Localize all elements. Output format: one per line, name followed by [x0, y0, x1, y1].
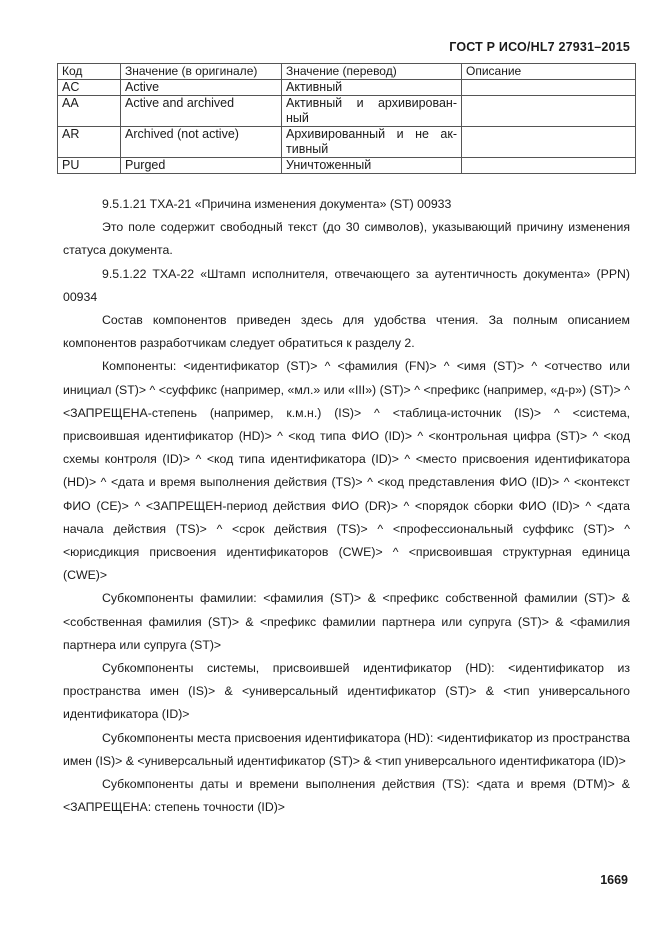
- body-text: [63, 193, 630, 819]
- code-cell: AC: [58, 80, 121, 96]
- column-header: Код: [58, 64, 121, 80]
- table-row: [58, 127, 636, 158]
- description-cell: [462, 127, 636, 158]
- paragraph: Это поле содержит свободный текст (до 30 символов), указывающий причину изменения статуса документа.: [63, 220, 630, 258]
- translation-line: Уничтоженный: [286, 158, 372, 172]
- column-header: Описание: [462, 64, 636, 80]
- translated-value-cell: [282, 127, 462, 158]
- translated-value-cell: [282, 96, 462, 127]
- subcomponents-paragraph: Субкомпоненты места присвоения идентификатора (HD): <идентификатор из пространства имен (IS)> & <универсальный идентификатор (ST)> & <тип универсального идентификатора (ID)>: [63, 730, 630, 768]
- document-header: ГОСТ Р ИСО/HL7 27931–2015: [449, 40, 630, 54]
- code-cell: AA: [58, 96, 121, 127]
- original-value-cell: Active and archived: [121, 96, 282, 127]
- subcomponents-paragraph: Субкомпоненты системы, присвоившей идентификатор (HD): <идентификатор из пространства имен (IS)> & <универсальный идентификатор (ST)> & <тип универсального идентификатора (ID)>: [63, 661, 630, 722]
- components-paragraph: Компоненты: <идентификатор (ST)> ^ <фамилия (FN)> ^ <имя (ST)> ^ <отчество или инициал (ST)> ^ <суффикс (например, «мл.» или «III») (ST)> ^ <префикс (например, «д-р») (ST)> ^ <ЗАПРЕЩЕНА-степень (например, к.м.н.) (IS)> ^ <таблица-источник (IS)> ^ <система, присвоившая идентификатор (HD)> ^ <код типа ФИО (ID)> ^ <контрольная цифра (ST)> ^ <код схемы контроля (ID)> ^ <код типа идентификатора (ID)> ^ <место присвоения идентификатора (HD)> ^ <дата и время выполнения действия (TS)> ^ <код представления ФИО (ID)> ^ <контекст ФИО (CE)> ^ <ЗАПРЕЩЕН-период действия ФИО (DR)> ^ <порядок сборки ФИО (ID)> ^ <дата начала действия (TS)> ^ <срок действия (TS)> ^ <профессиональный суффикс (ST)> ^ <юрисдикция присвоения идентификаторов (CWE)> ^ <присвоившая структурная единица (CWE)>: [63, 359, 630, 583]
- translation-line: ный: [286, 111, 309, 125]
- paragraph: Состав компонентов приведен здесь для удобства чтения. За полным описанием компонентов разработчикам следует обратиться к разделу 2.: [63, 313, 630, 351]
- translation-line: Активный: [286, 80, 343, 94]
- status-code-table: [57, 63, 636, 174]
- description-cell: [462, 158, 636, 174]
- translated-value-cell: [282, 80, 462, 96]
- table-row: [58, 80, 636, 96]
- code-cell: AR: [58, 127, 121, 158]
- section-heading-txa22: 9.5.1.22 TXA-22 «Штамп исполнителя, отвечающего за аутентичность документа» (PPN) 00934: [63, 266, 630, 304]
- subcomponents-paragraph: Субкомпоненты даты и времени выполнения действия (TS): <дата и время (DTM)> & <ЗАПРЕЩЕНА: степень точности (ID)>: [63, 777, 630, 815]
- column-header: Значение (в оригинале): [121, 64, 282, 80]
- translation-line: тивный: [286, 142, 329, 156]
- description-cell: [462, 80, 636, 96]
- subcomponents-paragraph: Субкомпоненты фамилии: <фамилия (ST)> & <префикс собственной фамилии (ST)> & <собственная фамилия (ST)> & <префикс фамилии партнера или супруга (ST)> & <фамилия партнера или супруга (ST)>: [63, 591, 630, 652]
- original-value-cell: Archived (not active): [121, 127, 282, 158]
- table-row: [58, 158, 636, 174]
- translation-line: Активный и архивирован-: [286, 96, 457, 110]
- original-value-cell: Purged: [121, 158, 282, 174]
- description-cell: [462, 96, 636, 127]
- original-value-cell: Active: [121, 80, 282, 96]
- table-row: [58, 96, 636, 127]
- page-number: 1669: [600, 873, 628, 887]
- section-heading-txa21: 9.5.1.21 TXA-21 «Причина изменения документа» (ST) 00933: [102, 197, 452, 211]
- code-cell: PU: [58, 158, 121, 174]
- translated-value-cell: [282, 158, 462, 174]
- translation-line: Архивированный и не ак-: [286, 127, 457, 141]
- table-header-row: [58, 64, 636, 80]
- column-header: Значение (перевод): [282, 64, 462, 80]
